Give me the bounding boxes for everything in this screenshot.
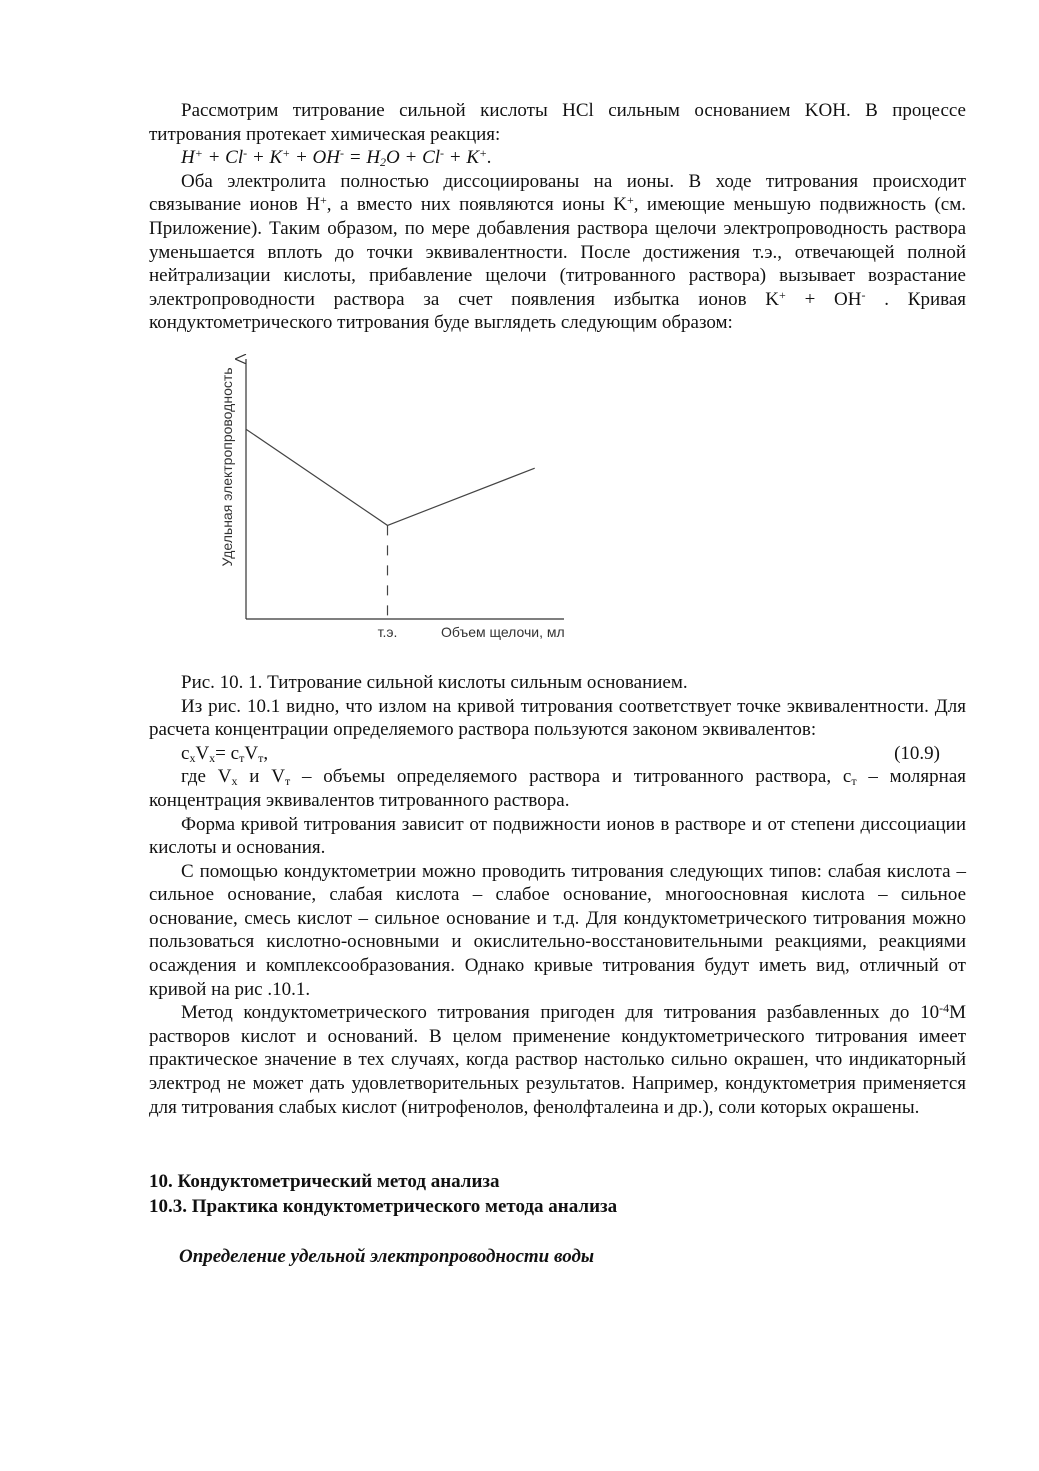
titration-chart [209,357,569,647]
paragraph-method-use: Метод кондуктометрического титрования пригоден для титрования разбавленных до $10^{-4}М$ растворов кислот и оснований. В целом применение кондуктометрического титрования имеет практическое значение в тех случаях, когда раствор настолько сильно окрашен, что индикаторный электрод не может дать удовлетворительных результатов. Например, кондуктометрия применяется для титрования слабых кислот (нитрофенолов, фенолфталеина и др.), соли которых окрашены. [149,1001,966,1118]
titration-curve [246,429,535,525]
reaction-equation: $H^+ + Cl^- + K^+ + OH^- = H_2O + Cl^- + K^+$. [181,146,492,170]
section-heading: 10.3. Практика кондуктометрического метода анализа [149,1196,618,1218]
figure-caption: Рис. 10. 1. Титрование сильной кислоты сильным основанием. [181,671,688,693]
paragraph-where: где $V_x$ и $V_т$ – объемы определяемого раствора и титрованного раствора, $c_т$ – молярная концентрация эквивалентов титрованного раствора. [149,766,966,811]
titration-figure [149,357,966,667]
paragraph-titration-types: С помощью кондуктометрии можно проводить титрования следующих типов: слабая кислота – сильное основание, слабая кислота – слабое основание, многоосновная кислота – сильное основание, смесь кислот – сильное основание и т.д. Для кондуктометрического титрования можно пользоваться кислотно-основными и окислительно-восстановительными реакциями, реакциями осаждения и комплексообразования. Однако кривые титрования будут иметь вид, отличный от кривой на рис .10.1. [149,860,966,1000]
document-page [149,99,966,1269]
section-heading-block [149,1169,966,1219]
equivalence-point-label: т.э. [377,623,398,640]
paragraph-curve-shape: Форма кривой титрования зависит от подвижности ионов в растворе и от степени диссоциации кислоты и основания. [149,813,966,859]
paragraph-electrolytes: Оба электролита полностью диссоциированы на ионы. В ходе титрования происходит связывание ионов H+, а вместо них появляются ионы K+, имеющие меньшую подвижность (см. Приложение). Таким образом, по мере добавления раствора щелочи электропроводность раствора уменьшается вплоть до точки эквивалентности. После достижения т.э., отвечающей полной нейтрализации кислоты, прибавление щелочи (титрованного раствора) вызывает возрастание электропроводности раствора за счет появления избытка ионов K+ + OH- . Кривая кондуктометрического титрования буде выглядеть следующим образом: [149,170,967,334]
y-axis-label: Удельная электропроводность [219,367,235,567]
formula-number: (10.9) [894,742,940,764]
paragraph-intro: Рассмотрим титрование сильной кислоты HCl сильным основанием KOH. В процессе титрования протекает химическая реакция: [149,100,966,145]
subsection-heading: Определение удельной электропроводности воды [179,1246,595,1268]
paragraph-equivalence: Из рис. 10.1 видно, что излом на кривой титрования соответствует точке эквивалентности. Для расчета концентрации определяемого раствора пользуются законом эквивалентов: [149,695,966,741]
chapter-heading: 10. Кондуктометрический метод анализа [149,1171,500,1193]
x-axis-label: Объем щелочи, мл [441,623,565,640]
formula-equivalents: $c_xV_x= c_тV_т$, (10.9) [181,742,940,765]
